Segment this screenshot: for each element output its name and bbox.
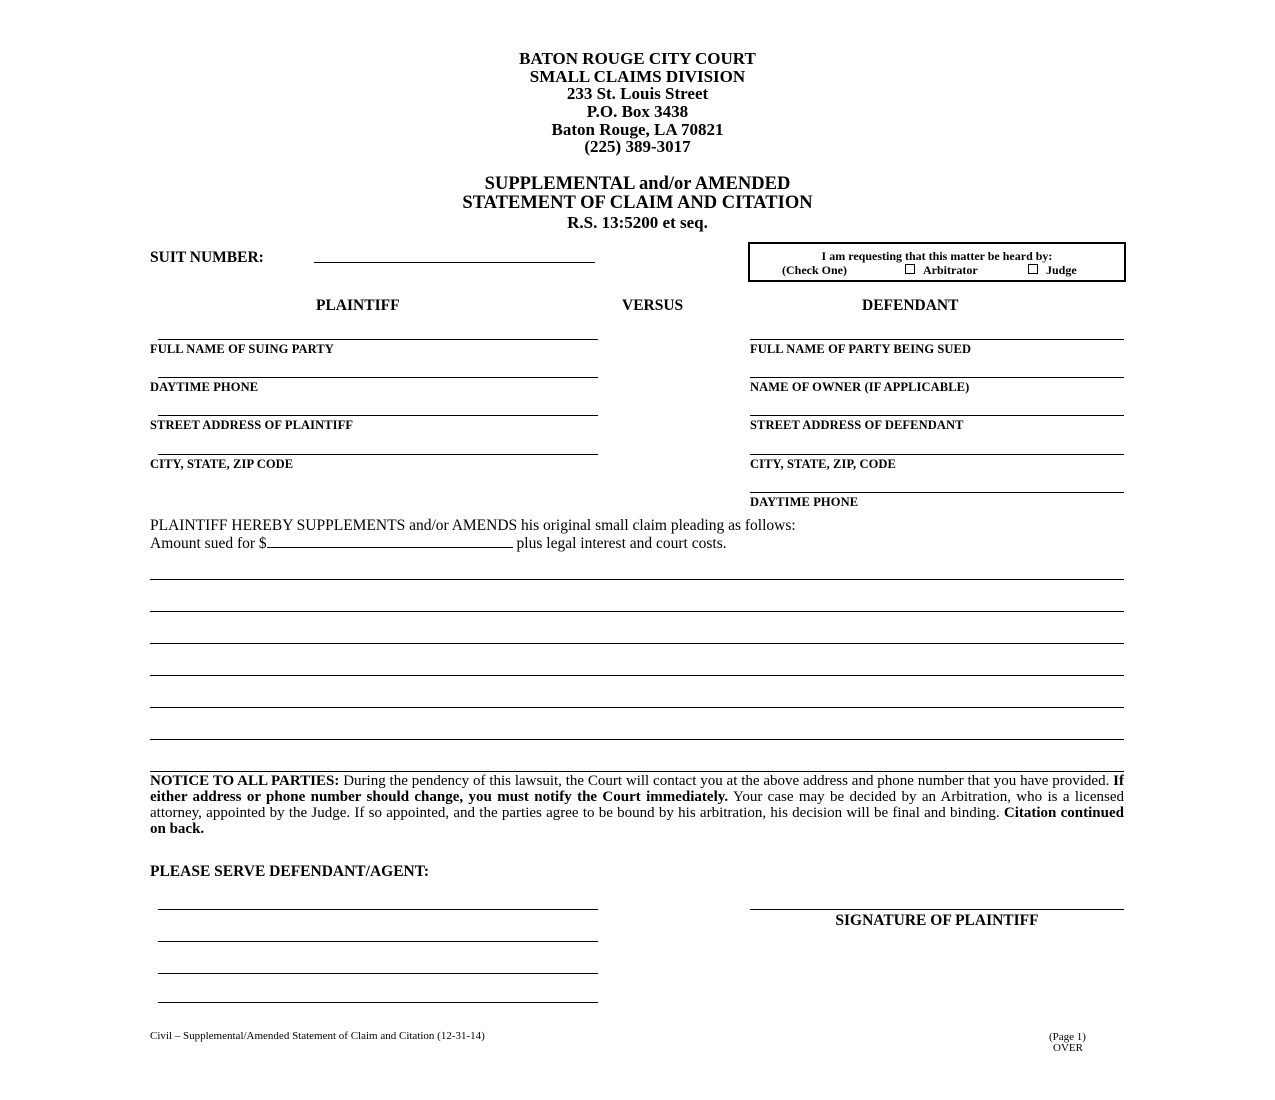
court-name: BATON ROUGE CITY COURT xyxy=(519,49,756,68)
amendment-intro: PLAINTIFF HEREBY SUPPLEMENTS and/or AMENDS his original small claim pleading as follows: xyxy=(150,517,796,534)
arbitrator-label: Arbitrator xyxy=(923,263,978,277)
serve-agent-line[interactable] xyxy=(158,973,598,974)
plaintiff-address-caption: STREET ADDRESS OF PLAINTIFF xyxy=(150,418,354,432)
hearing-request-text: I am requesting that this matter be heard by: xyxy=(821,249,1053,263)
amount-line xyxy=(150,534,727,553)
defendant-name-caption: FULL NAME OF PARTY BEING SUED xyxy=(750,342,972,356)
notice-text-2: Your case may be decided by an Arbitration, who is a licensed attorney, appointed by the Judge. If so appointed, and the parties agree to be bound by his arbitration, his decision will be final and binding. xyxy=(150,789,1125,821)
plaintiff-phone-field[interactable] xyxy=(158,377,598,378)
serve-agent-line[interactable] xyxy=(158,1002,598,1003)
defendant-phone-caption: DAYTIME PHONE xyxy=(750,495,859,509)
form-title-line1: SUPPLEMENTAL and/or AMENDED xyxy=(484,174,791,194)
defendant-phone-field[interactable] xyxy=(750,492,1124,493)
defendant-owner-caption: NAME OF OWNER (IF APPLICABLE) xyxy=(750,380,970,394)
amount-prefix: Amount sued for $ xyxy=(150,535,267,552)
notice-heading: NOTICE TO ALL PARTIES: xyxy=(150,773,340,789)
check-one-label: (Check One) xyxy=(782,263,847,277)
plaintiff-phone-caption: DAYTIME PHONE xyxy=(150,380,259,394)
form-title-line2: STATEMENT OF CLAIM AND CITATION xyxy=(462,193,813,213)
serve-label: PLEASE SERVE DEFENDANT/AGENT: xyxy=(150,863,430,880)
notice-change-warning: If either address or phone number should change, you must notify the Court immediately. xyxy=(150,773,1124,805)
amendment-line[interactable] xyxy=(150,643,1124,644)
amendment-line[interactable] xyxy=(150,771,1124,772)
signature-field[interactable] xyxy=(750,909,1124,910)
versus-heading: VERSUS xyxy=(622,297,684,314)
court-phone: (225) 389-3017 xyxy=(584,137,691,156)
form-statute: R.S. 13:5200 et seq. xyxy=(567,213,708,232)
amendment-line[interactable] xyxy=(150,707,1124,708)
defendant-owner-field[interactable] xyxy=(750,377,1124,378)
footer-form-id: Civil – Supplemental/Amended Statement of Claim and Citation (12-31-14) xyxy=(150,1030,485,1042)
plaintiff-name-field[interactable] xyxy=(158,339,598,340)
arbitrator-checkbox[interactable] xyxy=(905,264,915,274)
court-street: 233 St. Louis Street xyxy=(566,84,709,103)
judge-option[interactable] xyxy=(1028,263,1077,278)
court-division: SMALL CLAIMS DIVISION xyxy=(529,67,746,86)
defendant-address-field[interactable] xyxy=(750,415,1124,416)
arbitrator-option[interactable] xyxy=(905,263,978,278)
defendant-address-caption: STREET ADDRESS OF DEFENDANT xyxy=(750,418,964,432)
amount-suffix: plus legal interest and court costs. xyxy=(512,535,727,552)
plaintiff-city-field[interactable] xyxy=(158,454,598,455)
notice-paragraph xyxy=(150,773,1124,837)
judge-label: Judge xyxy=(1046,263,1077,277)
defendant-name-field[interactable] xyxy=(750,339,1124,340)
judge-checkbox[interactable] xyxy=(1028,264,1038,274)
suit-number-field[interactable] xyxy=(314,262,595,263)
serve-agent-line[interactable] xyxy=(158,909,598,910)
plaintiff-name-caption: FULL NAME OF SUING PARTY xyxy=(150,342,334,356)
notice-text-1: During the pendency of this lawsuit, the Court will contact you at the above address and phone number that you have provided. xyxy=(339,773,1114,789)
footer-over: OVER xyxy=(1053,1042,1083,1054)
hearing-request-box xyxy=(748,242,1126,282)
defendant-city-field[interactable] xyxy=(750,454,1124,455)
signature-label: SIGNATURE OF PLAINTIFF xyxy=(835,912,1039,929)
plaintiff-heading: PLAINTIFF xyxy=(316,297,400,314)
court-po-box: P.O. Box 3438 xyxy=(586,102,689,121)
amendment-line[interactable] xyxy=(150,579,1124,580)
footer-page-number: (Page 1) xyxy=(1049,1031,1086,1043)
defendant-heading: DEFENDANT xyxy=(862,297,959,314)
plaintiff-city-caption: CITY, STATE, ZIP CODE xyxy=(150,457,294,471)
plaintiff-address-field[interactable] xyxy=(158,415,598,416)
amendment-line[interactable] xyxy=(150,675,1124,676)
notice-continued: Citation continued on back. xyxy=(150,805,1124,837)
court-city: Baton Rouge, LA 70821 xyxy=(551,120,724,139)
amount-field[interactable] xyxy=(267,534,513,548)
suit-number-label: SUIT NUMBER: xyxy=(150,249,264,266)
amendment-line[interactable] xyxy=(150,611,1124,612)
serve-agent-line[interactable] xyxy=(158,941,598,942)
amendment-line[interactable] xyxy=(150,739,1124,740)
defendant-city-caption: CITY, STATE, ZIP, CODE xyxy=(750,457,896,471)
